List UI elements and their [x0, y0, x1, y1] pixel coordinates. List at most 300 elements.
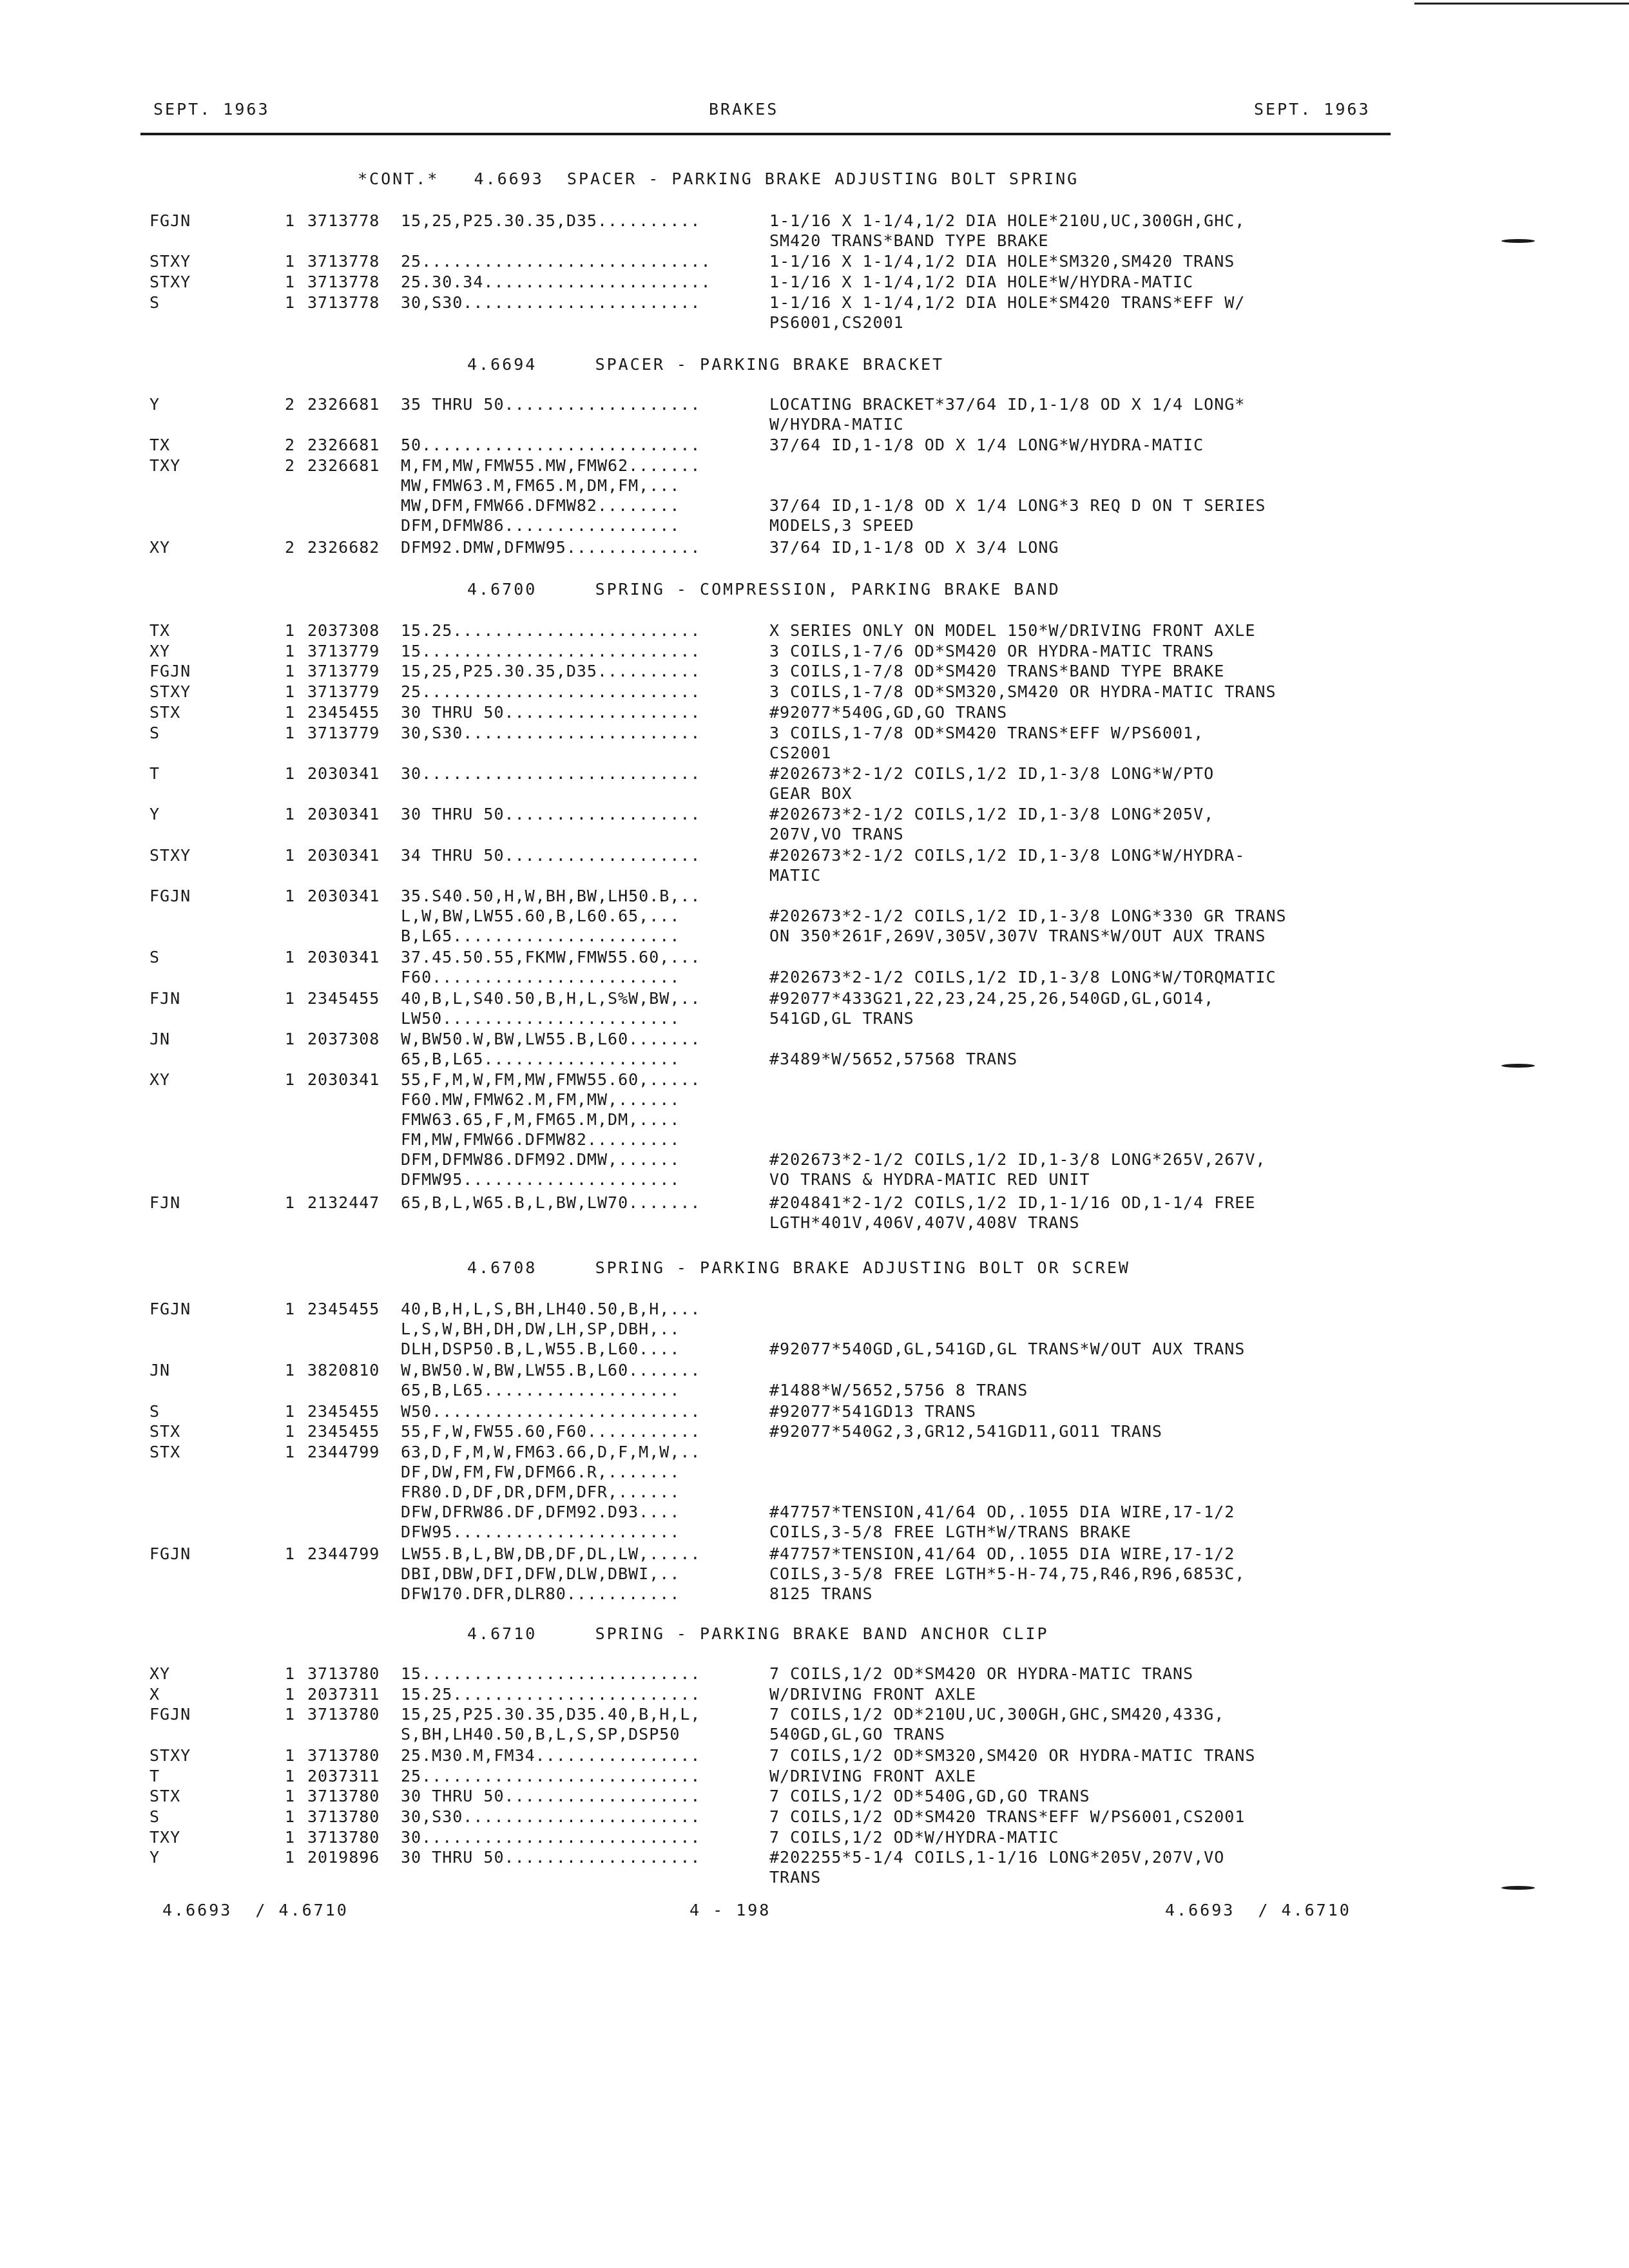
model-line: 65,B,L65...................	[401, 1381, 680, 1400]
header-rule	[140, 133, 1391, 135]
page-number: 4 - 198	[689, 1901, 771, 1919]
part-number: 3713780	[307, 1705, 380, 1724]
model-list	[401, 1029, 701, 1069]
part-number: 2030341	[307, 764, 380, 783]
model-list	[401, 620, 701, 640]
model-codes: Y	[149, 1848, 160, 1867]
description	[769, 723, 1204, 763]
description	[769, 537, 1059, 557]
description-line	[769, 1070, 1266, 1090]
part-number: 2345455	[307, 1422, 380, 1441]
header-title: BRAKES	[709, 100, 779, 119]
model-list	[401, 641, 701, 661]
model-codes: FGJN	[149, 1705, 191, 1724]
description	[769, 1786, 1090, 1806]
section-heading: 4.6700 SPRING - COMPRESSION, PARKING BRAKE BAND	[467, 580, 1061, 599]
model-codes: TX	[149, 621, 171, 640]
description-line: LOCATING BRACKET*37/64 ID,1-1/8 OD X 1/4 LONG*	[769, 395, 1246, 414]
part-number: 2030341	[307, 887, 380, 906]
model-line: S,BH,LH40.50,B,L,S,SP,DSP50	[401, 1725, 680, 1744]
model-line: 40,B,L,S40.50,B,H,L,S%W,BW,..	[401, 988, 701, 1008]
part-number: 3713779	[307, 641, 380, 660]
quantity: 1	[285, 293, 296, 312]
model-line: DFW95......................	[401, 1522, 680, 1541]
part-number: 3713780	[307, 1807, 380, 1826]
model-list	[401, 1847, 701, 1867]
description	[769, 1544, 1245, 1604]
description	[769, 293, 1245, 332]
quantity: 1	[285, 805, 296, 824]
model-list	[401, 1664, 701, 1684]
part-number: 2037308	[307, 1030, 380, 1048]
model-line: 30,S30.......................	[401, 1807, 701, 1826]
model-line: 30 THRU 50...................	[401, 1848, 701, 1867]
quantity: 2	[285, 436, 296, 455]
model-codes: JN	[149, 1361, 171, 1380]
model-line: 30,S30.......................	[401, 293, 701, 312]
header-date-left: SEPT. 1963	[153, 100, 270, 119]
quantity: 1	[285, 723, 296, 742]
description-line: 540GD,GL,GO TRANS	[769, 1725, 945, 1744]
model-list	[401, 988, 701, 1028]
model-line: MW,DFM,FMW66.DFMW82........	[401, 496, 680, 515]
model-line: DFM,DFMW86.DFM92.DMW,......	[401, 1150, 680, 1169]
model-list	[401, 845, 701, 865]
model-line: 15...........................	[401, 641, 701, 660]
description-line: 7 COILS,1/2 OD*SM420 TRANS*EFF W/PS6001,CS2001	[769, 1807, 1246, 1826]
description-line: 8125 TRANS	[769, 1584, 873, 1604]
part-number: 2037308	[307, 621, 380, 640]
description-line: TRANS	[769, 1868, 822, 1887]
description	[769, 394, 1245, 434]
model-list	[401, 1684, 701, 1704]
description-line: 37/64 ID,1-1/8 OD X 1/4 LONG*3 REQ D ON T SERIES	[769, 496, 1266, 515]
model-list	[401, 435, 701, 455]
model-codes: TXY	[149, 1827, 181, 1847]
quantity: 1	[285, 211, 296, 230]
part-number: 2030341	[307, 948, 380, 967]
quantity: 1	[285, 702, 296, 722]
description	[769, 456, 1266, 535]
description	[769, 641, 1214, 661]
model-line: LW55.B,L,BW,DB,DF,DL,LW,.....	[401, 1544, 701, 1564]
part-number: 2030341	[307, 805, 380, 824]
model-codes: XY	[149, 537, 171, 557]
model-codes: FJN	[149, 1193, 181, 1212]
description-line	[769, 1319, 1245, 1339]
quantity: 1	[285, 845, 296, 865]
model-codes: FGJN	[149, 1300, 191, 1318]
model-list	[401, 1442, 701, 1542]
model-codes: STX	[149, 1422, 181, 1441]
quantity: 1	[285, 252, 296, 271]
model-codes: X	[149, 1684, 160, 1704]
description-line	[769, 476, 1266, 495]
model-line: 15,25,P25.30.35,D35..........	[401, 211, 701, 230]
quantity: 1	[285, 1422, 296, 1441]
model-codes: TX	[149, 436, 171, 455]
quantity: 1	[285, 1684, 296, 1704]
quantity: 1	[285, 1848, 296, 1867]
description-line: #47757*TENSION,41/64 OD,.1055 DIA WIRE,17-1/2	[769, 1544, 1235, 1564]
description	[769, 251, 1235, 271]
description-line: 7 COILS,1/2 OD*W/HYDRA-MATIC	[769, 1827, 1059, 1847]
description-line: 7 COILS,1/2 OD*210U,UC,300GH,GHC,SM420,433G,	[769, 1705, 1225, 1724]
model-codes: S	[149, 948, 160, 967]
quantity: 1	[285, 948, 296, 967]
part-number: 2345455	[307, 988, 380, 1008]
quantity: 1	[285, 1300, 296, 1318]
model-codes: FGJN	[149, 211, 191, 230]
model-codes: STXY	[149, 273, 191, 292]
description-line: 3 COILS,1-7/8 OD*SM420 TRANS*BAND TYPE BRAKE	[769, 662, 1225, 681]
part-number: 3713780	[307, 1827, 380, 1847]
model-line: DFM92.DMW,DFMW95.............	[401, 537, 701, 557]
description	[769, 661, 1224, 681]
part-number: 2132447	[307, 1193, 380, 1212]
model-line: 30...........................	[401, 1827, 701, 1847]
part-number: 2344799	[307, 1442, 380, 1461]
description	[769, 804, 1214, 844]
description	[769, 1684, 976, 1704]
quantity: 1	[285, 764, 296, 783]
description	[769, 764, 1214, 803]
model-line: LW50.......................	[401, 1008, 680, 1028]
description-line	[769, 1110, 1266, 1129]
model-codes: S	[149, 293, 160, 312]
description-line: W/DRIVING FRONT AXLE	[769, 1684, 977, 1704]
description-line: 1-1/16 X 1-1/4,1/2 DIA HOLE*210U,UC,300GH,GHC,	[769, 211, 1246, 230]
description-line: 37/64 ID,1-1/8 OD X 1/4 LONG*W/HYDRA-MATIC	[769, 436, 1204, 455]
model-line: 55,F,W,FW55.60,F60...........	[401, 1422, 701, 1441]
quantity: 1	[285, 988, 296, 1008]
model-list	[401, 1421, 701, 1441]
model-codes: STX	[149, 1787, 181, 1806]
model-line: 15,25,P25.30.35,D35.40,B,H,L,	[401, 1705, 701, 1724]
model-line: MW,FMW63.M,FM65.M,DM,FM,...	[401, 476, 680, 495]
quantity: 2	[285, 456, 296, 476]
model-line: DFM,DFMW86.................	[401, 516, 680, 535]
quantity: 1	[285, 1030, 296, 1048]
description-line: #202673*2-1/2 COILS,1/2 ID,1-3/8 LONG*265V,267V,	[769, 1150, 1266, 1169]
part-number: 3713778	[307, 211, 380, 230]
description	[769, 1745, 1255, 1765]
description-line: ON 350*261F,269V,305V,307V TRANS*W/OUT AUX TRANS	[769, 927, 1266, 946]
model-line: DLH,DSP50.B,L,W55.B,L60....	[401, 1340, 680, 1358]
model-list	[401, 947, 701, 987]
description	[769, 620, 1255, 640]
model-line: 30,S30.......................	[401, 723, 701, 742]
part-number: 3713779	[307, 682, 380, 702]
part-number: 2345455	[307, 1401, 380, 1421]
part-number: 2019896	[307, 1848, 380, 1867]
description-line: #47757*TENSION,41/64 OD,.1055 DIA WIRE,17-1/2	[769, 1502, 1235, 1521]
quantity: 1	[285, 273, 296, 292]
part-number: 3820810	[307, 1361, 380, 1380]
model-line: F60........................	[401, 968, 680, 987]
description	[769, 435, 1204, 455]
model-codes: FGJN	[149, 662, 191, 681]
footer-range-right: 4.6693 / 4.6710	[1165, 1901, 1351, 1919]
margin-mark	[1501, 1064, 1535, 1068]
quantity: 1	[285, 1193, 296, 1212]
model-line: DBI,DBW,DFI,DFW,DLW,DBWI,..	[401, 1564, 680, 1584]
description-line: X SERIES ONLY ON MODEL 150*W/DRIVING FRONT AXLE	[769, 621, 1256, 640]
model-list	[401, 702, 701, 722]
description	[769, 702, 1007, 722]
model-list	[401, 251, 711, 271]
part-number: 3713780	[307, 1787, 380, 1806]
model-line: 37.45.50.55,FKMW,FMW55.60,...	[401, 948, 701, 967]
description	[769, 1421, 1162, 1441]
quantity: 1	[285, 1401, 296, 1421]
model-line: 30 THRU 50...................	[401, 1787, 701, 1806]
description-line: 7 COILS,1/2 OD*SM420 OR HYDRA-MATIC TRANS	[769, 1664, 1194, 1683]
description-line: 37/64 ID,1-1/8 OD X 3/4 LONG	[769, 537, 1059, 557]
model-line: DFMW95.....................	[401, 1170, 680, 1189]
header-date-right: SEPT. 1963	[1254, 100, 1371, 119]
description-line: #202673*2-1/2 COILS,1/2 ID,1-3/8 LONG*W/PTO	[769, 764, 1215, 783]
model-codes: FJN	[149, 988, 181, 1008]
model-codes: JN	[149, 1030, 171, 1048]
model-line: F60.MW,FMW62.M,FM,MW,......	[401, 1090, 680, 1110]
description-line	[769, 456, 1266, 476]
model-list	[401, 394, 701, 414]
model-codes: STX	[149, 1442, 181, 1461]
description-line: SM420 TRANS*BAND TYPE BRAKE	[769, 231, 1049, 250]
description	[769, 1664, 1193, 1684]
model-codes: XY	[149, 1664, 171, 1683]
model-list	[401, 723, 701, 743]
description-line: #3489*W/5652,57568 TRANS	[769, 1050, 1018, 1068]
description-line: #92077*540G2,3,GR12,541GD11,GO11 TRANS	[769, 1422, 1162, 1441]
model-line: 25.M30.M,FM34................	[401, 1745, 701, 1765]
model-line: 30 THRU 50...................	[401, 805, 701, 824]
description-line: 1-1/16 X 1-1/4,1/2 DIA HOLE*SM320,SM420 TRANS	[769, 252, 1235, 271]
description-line: #92077*540G,GD,GO TRANS	[769, 702, 1008, 722]
quantity: 1	[285, 1745, 296, 1765]
model-codes: S	[149, 723, 160, 742]
model-line: B,L65......................	[401, 927, 680, 946]
description	[769, 1766, 976, 1786]
description-line: PS6001,CS2001	[769, 312, 904, 332]
description-line: COILS,3-5/8 FREE LGTH*W/TRANS BRAKE	[769, 1522, 1132, 1541]
part-number: 2326682	[307, 537, 380, 557]
description-line: #92077*541GD13 TRANS	[769, 1401, 977, 1421]
part-number: 2030341	[307, 1070, 380, 1090]
description-line: MODELS,3 SPEED	[769, 516, 914, 535]
description	[769, 1827, 1059, 1847]
model-line: DFW170.DFR,DLR80...........	[401, 1584, 680, 1604]
description	[769, 1299, 1245, 1359]
model-list	[401, 272, 711, 292]
description-line	[769, 886, 1287, 906]
description-line: #202673*2-1/2 COILS,1/2 ID,1-3/8 LONG*W/TORQMATIC	[769, 968, 1277, 987]
part-number: 3713779	[307, 662, 380, 681]
description-line: CS2001	[769, 743, 832, 762]
footer-range-left: 4.6693 / 4.6710	[162, 1901, 349, 1919]
description	[769, 1807, 1245, 1827]
description-line: #202255*5-1/4 COILS,1-1/16 LONG*205V,207V,VO	[769, 1848, 1225, 1867]
quantity: 1	[285, 682, 296, 702]
model-list	[401, 1544, 701, 1604]
part-number: 3713778	[307, 293, 380, 312]
model-line: FMW63.65,F,M,FM65.M,DM,....	[401, 1110, 680, 1129]
part-number: 3713780	[307, 1664, 380, 1683]
description	[769, 1704, 1224, 1744]
model-codes: T	[149, 1766, 160, 1785]
description-line: LGTH*401V,406V,407V,408V TRANS	[769, 1213, 1080, 1232]
description-line: 207V,VO TRANS	[769, 825, 904, 844]
part-number: 2326681	[307, 456, 380, 476]
model-list	[401, 456, 701, 535]
quantity: 1	[285, 1442, 296, 1461]
model-list	[401, 1070, 701, 1189]
description-line: 3 COILS,1-7/6 OD*SM420 OR HYDRA-MATIC TRANS	[769, 641, 1215, 660]
model-line: 30...........................	[401, 764, 701, 783]
model-list	[401, 1766, 701, 1786]
model-list	[401, 1827, 701, 1847]
description	[769, 211, 1245, 251]
part-number: 2345455	[307, 1300, 380, 1318]
quantity: 1	[285, 1705, 296, 1724]
model-line: 65,B,L65...................	[401, 1050, 680, 1068]
margin-mark	[1501, 1886, 1535, 1890]
description	[769, 1193, 1255, 1233]
model-line: 40,B,H,L,S,BH,LH40.50,B,H,...	[401, 1300, 701, 1318]
description-line: #204841*2-1/2 COILS,1/2 ID,1-1/16 OD,1-1/4 FREE	[769, 1193, 1256, 1212]
model-line: W,BW50.W,BW,LW55.B,L60.......	[401, 1030, 701, 1048]
description-line: #1488*W/5652,5756 8 TRANS	[769, 1381, 1028, 1400]
description	[769, 682, 1277, 702]
description	[769, 988, 1214, 1028]
description	[769, 1442, 1235, 1542]
model-codes: Y	[149, 395, 160, 414]
description	[769, 886, 1287, 946]
part-number: 3713780	[307, 1745, 380, 1765]
model-codes: S	[149, 1401, 160, 1421]
part-number: 3713778	[307, 273, 380, 292]
description-line: 7 COILS,1/2 OD*SM320,SM420 OR HYDRA-MATIC TRANS	[769, 1745, 1256, 1765]
model-line: 65,B,L,W65.B,L,BW,LW70.......	[401, 1193, 701, 1212]
model-codes: Y	[149, 805, 160, 824]
model-line: FM,MW,FMW66.DFMW82.........	[401, 1130, 680, 1149]
model-line: DFW,DFRW86.DF,DFM92.D93....	[401, 1502, 680, 1521]
model-codes: STXY	[149, 1745, 191, 1765]
description-line: 3 COILS,1-7/8 OD*SM320,SM420 OR HYDRA-MATIC TRANS	[769, 682, 1277, 702]
quantity: 1	[285, 1361, 296, 1380]
part-number: 3713778	[307, 252, 380, 271]
quantity: 1	[285, 887, 296, 906]
model-list	[401, 886, 701, 946]
model-line: FR80.D,DF,DR,DFM,DFR,......	[401, 1482, 680, 1501]
model-list	[401, 764, 701, 783]
description-line	[769, 1090, 1266, 1110]
model-list	[401, 1401, 701, 1421]
model-line: 35.S40.50,H,W,BH,BW,LH50.B,..	[401, 887, 701, 906]
quantity: 1	[285, 1787, 296, 1806]
quantity: 1	[285, 662, 296, 681]
model-line: 25...........................	[401, 1766, 701, 1785]
section-heading: 4.6694 SPACER - PARKING BRAKE BRACKET	[467, 355, 945, 374]
model-line: 25.30.34......................	[401, 273, 711, 292]
model-list	[401, 1360, 701, 1400]
model-line: 15...........................	[401, 1664, 701, 1683]
description-line	[769, 1482, 1235, 1502]
description-line: W/HYDRA-MATIC	[769, 415, 904, 434]
model-codes: XY	[149, 1070, 171, 1090]
model-line: L,S,W,BH,DH,DW,LH,SP,DBH,..	[401, 1320, 680, 1338]
model-list	[401, 682, 701, 702]
part-number: 2344799	[307, 1544, 380, 1564]
description-line	[769, 1462, 1235, 1482]
model-line: 15.25........................	[401, 1684, 701, 1704]
model-line: 55,F,M,W,FM,MW,FMW55.60,.....	[401, 1070, 701, 1090]
description-line: #202673*2-1/2 COILS,1/2 ID,1-3/8 LONG*205V,	[769, 805, 1215, 824]
model-line: 63,D,F,M,W,FM63.66,D,F,M,W,..	[401, 1442, 701, 1461]
description	[769, 1029, 1017, 1069]
description-line: 3 COILS,1-7/8 OD*SM420 TRANS*EFF W/PS6001,	[769, 723, 1204, 742]
description-line: 541GD,GL TRANS	[769, 1008, 914, 1028]
model-list	[401, 661, 701, 681]
section-heading: 4.6708 SPRING - PARKING BRAKE ADJUSTING BOLT OR SCREW	[467, 1258, 1130, 1277]
part-number: 2037311	[307, 1684, 380, 1704]
model-codes: STXY	[149, 845, 191, 865]
model-codes: XY	[149, 641, 171, 660]
model-list	[401, 293, 701, 312]
model-line: W,BW50.W,BW,LW55.B,L60.......	[401, 1361, 701, 1380]
model-list	[401, 804, 701, 824]
description-line: #92077*540GD,GL,541GD,GL TRANS*W/OUT AUX TRANS	[769, 1340, 1246, 1358]
margin-mark	[1501, 239, 1535, 243]
description	[769, 947, 1277, 987]
description-line	[769, 1129, 1266, 1149]
model-list	[401, 211, 701, 231]
model-line: 15,25,P25.30.35,D35..........	[401, 662, 701, 681]
model-list	[401, 1786, 701, 1806]
description-line: VO TRANS & HYDRA-MATIC RED UNIT	[769, 1170, 1090, 1189]
model-line: 30 THRU 50...................	[401, 702, 701, 722]
description-line	[769, 1029, 1017, 1049]
description	[769, 1070, 1266, 1189]
part-number: 2326681	[307, 436, 380, 455]
model-list	[401, 1299, 701, 1359]
description	[769, 1847, 1224, 1887]
model-codes: STX	[149, 702, 181, 722]
quantity: 1	[285, 1766, 296, 1785]
quantity: 1	[285, 1664, 296, 1683]
model-line: 15.25........................	[401, 621, 701, 640]
section-heading: 4.6710 SPRING - PARKING BRAKE BAND ANCHOR CLIP	[467, 1624, 1049, 1643]
description-line	[769, 1360, 1028, 1380]
description-line	[769, 1299, 1245, 1319]
description-line: W/DRIVING FRONT AXLE	[769, 1766, 977, 1785]
description-line	[769, 1442, 1235, 1462]
description-line: #202673*2-1/2 COILS,1/2 ID,1-3/8 LONG*W/HYDRA-	[769, 845, 1246, 865]
model-line: 50...........................	[401, 436, 701, 455]
description	[769, 272, 1193, 292]
description	[769, 845, 1245, 885]
model-line: DF,DW,FM,FW,DFM66.R,.......	[401, 1462, 680, 1481]
model-codes: STXY	[149, 682, 191, 702]
quantity: 2	[285, 395, 296, 414]
quantity: 1	[285, 621, 296, 640]
model-codes: TXY	[149, 456, 181, 476]
model-codes: STXY	[149, 252, 191, 271]
description-line: GEAR BOX	[769, 783, 853, 803]
description-line: #92077*433G21,22,23,24,25,26,540GD,GL,GO14,	[769, 988, 1215, 1008]
description-line: MATIC	[769, 865, 822, 885]
